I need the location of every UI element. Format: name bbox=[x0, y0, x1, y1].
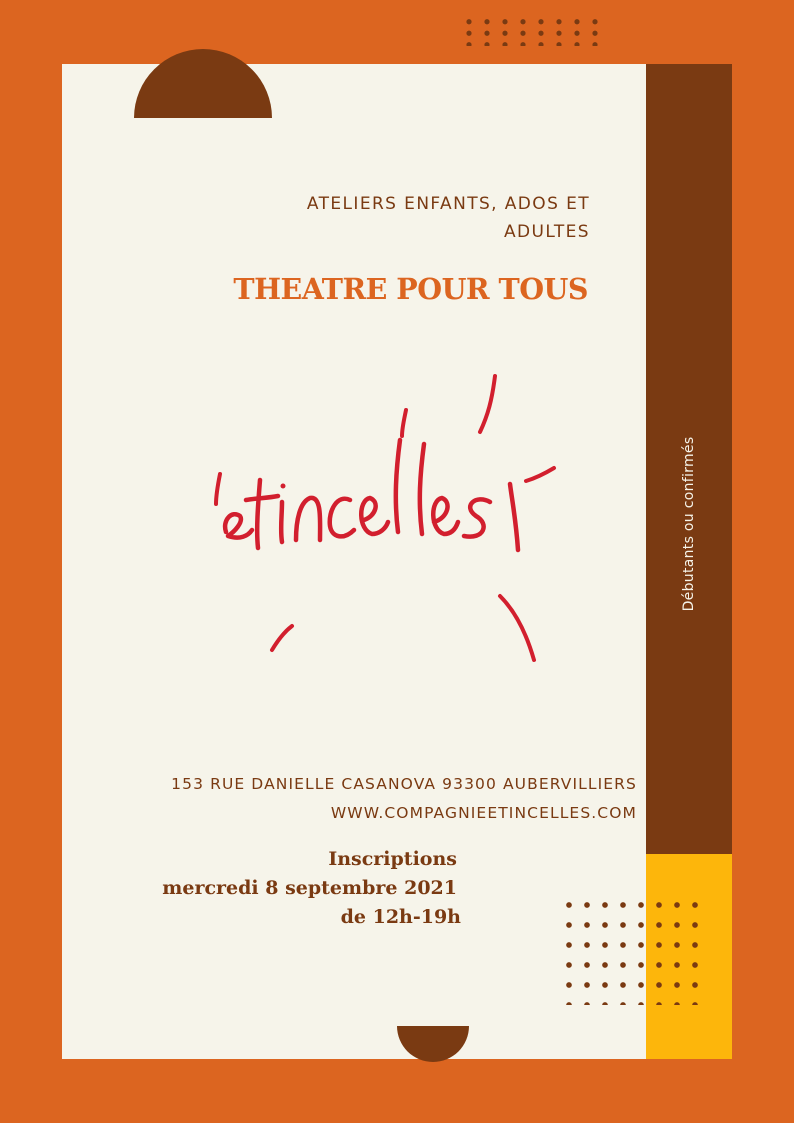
registration-date: mercredi 8 septembre 2021 bbox=[162, 877, 457, 899]
registration-block bbox=[100, 845, 461, 932]
website-link[interactable]: WWW.COMPAGNIEETINCELLES.COM bbox=[330, 804, 637, 822]
subtitle-line-1: ATELIERS ENFANTS, ADOS ET bbox=[306, 194, 590, 214]
bottom-dot-grid-decoration bbox=[562, 897, 706, 1005]
street-address: 153 RUE DANIELLE CASANOVA 93300 AUBERVILLIERS bbox=[171, 775, 637, 793]
level-vertical-text: Débutants ou confirmés bbox=[681, 436, 697, 612]
address-block bbox=[100, 770, 637, 828]
top-half-circle-decoration bbox=[134, 49, 272, 118]
workshops-subtitle bbox=[270, 190, 590, 246]
registration-hours: de 12h-19h bbox=[340, 906, 461, 928]
inscriptions-label: Inscriptions bbox=[328, 848, 457, 870]
subtitle-line-2: ADULTES bbox=[503, 222, 590, 242]
top-dot-grid-decoration bbox=[460, 16, 604, 46]
poster-title: THEATRE POUR TOUS bbox=[233, 272, 588, 306]
etincelles-logo bbox=[200, 370, 570, 670]
